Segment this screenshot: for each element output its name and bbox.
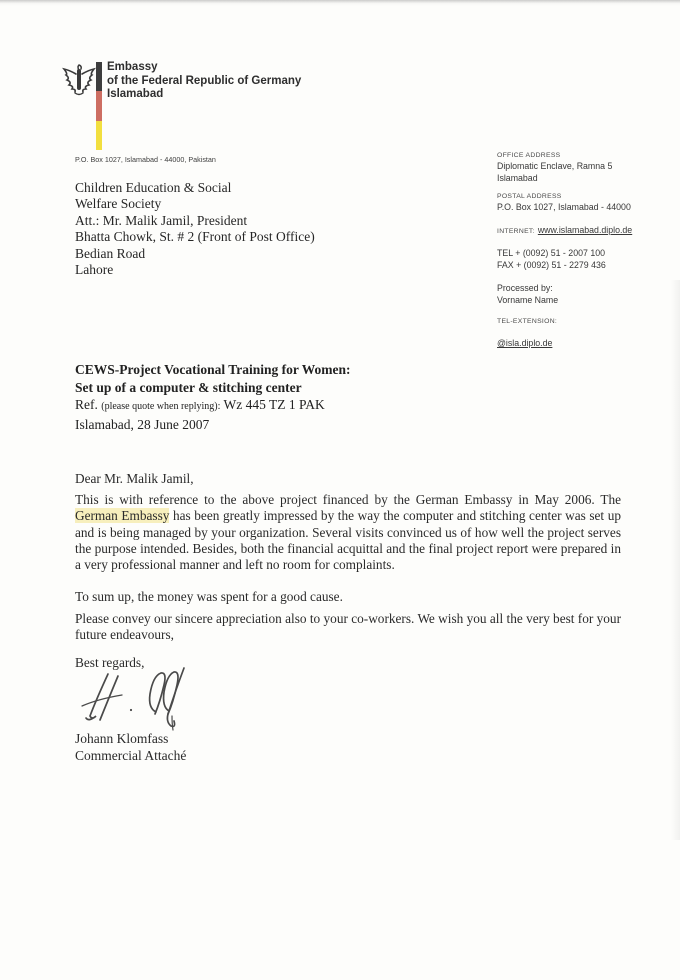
embassy-email-link: @isla.diplo.de (497, 338, 553, 348)
office-address-line: Diplomatic Enclave, Ramna 5 (497, 161, 613, 171)
subject-line1: CEWS-Project Vocational Training for Women: (75, 362, 351, 377)
tel-extension-label: TEL-EXTENSION: (497, 318, 558, 325)
highlighted-text: German Embassy (75, 508, 170, 524)
internet-label: INTERNET: (497, 228, 535, 235)
telephone-value: TEL + (0092) 51 - 2007 100 (497, 248, 605, 258)
recipient-line: Children Education & Social (75, 180, 232, 195)
postal-address-label: POSTAL ADDRESS (497, 193, 562, 200)
dateline: Islamabad, 28 June 2007 (75, 416, 210, 432)
fax-value: FAX + (0092) 51 - 2279 436 (497, 260, 606, 270)
embassy-title-line3: Islamabad (107, 88, 164, 100)
embassy-website-link: www.islamabad.diplo.de (537, 225, 633, 235)
recipient-line: Lahore (75, 262, 114, 278)
flag-black-band (96, 62, 102, 91)
recipient-line: Welfare Society (75, 196, 162, 212)
processed-by-label: Processed by: (497, 283, 553, 293)
closing-line: Best regards, (75, 655, 145, 670)
federal-eagle-icon (62, 62, 96, 98)
german-flag-stripe (96, 62, 102, 150)
paragraph-1-text: has been greatly impressed by the way the computer and stitching center was set up and is being managed by your organization. Several visits convinced us of how well the project serves the purpose intended. Besides, both the financial acquittal and the final project report were prepared in a very professional manner and left no room for complaints. (75, 508, 621, 573)
recipient-address-block (75, 180, 315, 278)
embassy-title-line1: Embassy (107, 61, 158, 73)
recipient-line: Bedian Road (75, 245, 146, 261)
paragraph-3: Please convey our sincere appreciation also to your co-workers. We wish you all the very best for your future endeavours, (75, 611, 621, 643)
reference-line (75, 396, 351, 416)
scan-artifact-top-edge (0, 0, 680, 6)
office-address-line: Islamabad (497, 173, 538, 183)
flag-gold-band (96, 121, 102, 150)
scan-artifact-right-edge (671, 280, 680, 840)
recipient-line: Bhatta Chowk, St. # 2 (Front of Post Office) (75, 229, 315, 245)
ref-number: Wz 445 TZ 1 PAK (223, 397, 325, 412)
signer-name: Johann Klomfass (75, 731, 169, 746)
embassy-title-line2: of the Federal Republic of Germany (107, 74, 302, 87)
subject-line2: Set up of a computer & stitching center (75, 379, 302, 395)
ref-note: (please quote when replying): (101, 401, 221, 412)
paragraph-1-text: This is with reference to the above project financed by the German Embassy in May 2006. The (75, 492, 621, 507)
subject-block (75, 361, 351, 433)
paragraph-1 (75, 492, 621, 573)
embassy-title (107, 61, 407, 102)
sender-po-box-line: P.O. Box 1027, Islamabad - 44000, Pakistan (75, 155, 216, 164)
contact-info-panel (497, 151, 667, 349)
salutation: Dear Mr. Malik Jamil, (75, 471, 194, 486)
paragraph-2: To sum up, the money was spent for a good cause. (75, 589, 343, 604)
postal-address-value: P.O. Box 1027, Islamabad - 44000 (497, 202, 631, 212)
office-address-label: OFFICE ADDRESS (497, 152, 561, 159)
ref-label: Ref. (75, 397, 98, 412)
flag-red-band (96, 91, 102, 120)
processed-by-value: Vorname Name (497, 295, 559, 305)
signature (76, 666, 236, 732)
recipient-line: Att.: Mr. Malik Jamil, President (75, 212, 248, 228)
signer-title: Commercial Attaché (75, 748, 187, 763)
